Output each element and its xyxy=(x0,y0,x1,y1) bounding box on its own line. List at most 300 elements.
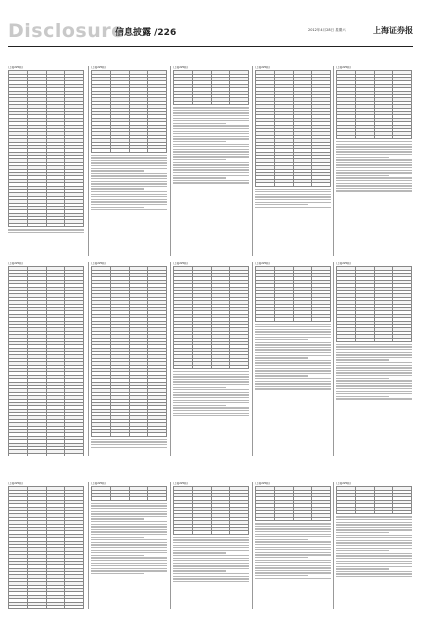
text-line xyxy=(255,544,331,545)
text-line xyxy=(336,180,412,181)
text-line xyxy=(336,378,389,379)
text-line xyxy=(173,149,249,150)
text-line xyxy=(336,380,412,381)
table-cell xyxy=(393,511,412,514)
text-line xyxy=(336,372,412,373)
text-line xyxy=(255,381,331,382)
text-line xyxy=(336,563,412,564)
text-column xyxy=(173,482,249,609)
table-cell xyxy=(27,453,46,456)
text-line xyxy=(336,537,412,538)
text-line xyxy=(336,149,412,150)
column-heading: (上接225版) xyxy=(173,66,188,69)
text-line xyxy=(173,144,249,145)
text-line xyxy=(173,537,249,538)
text-line xyxy=(255,189,331,190)
table-cell xyxy=(393,135,412,138)
text-line xyxy=(255,362,331,363)
table-cell xyxy=(230,531,249,534)
text-line xyxy=(91,155,167,156)
text-line xyxy=(173,146,249,147)
text-line xyxy=(91,518,144,519)
text-line xyxy=(336,561,412,562)
text-line xyxy=(255,337,331,338)
table-cell xyxy=(293,318,312,321)
text-column xyxy=(173,262,249,456)
text-line xyxy=(255,383,331,384)
table-cell xyxy=(393,338,412,341)
text-line xyxy=(173,547,249,548)
table-cell xyxy=(174,365,193,368)
text-line xyxy=(91,444,167,445)
text-line xyxy=(336,344,412,345)
text-line xyxy=(336,175,389,176)
table-cell xyxy=(92,149,111,152)
text-line xyxy=(255,523,331,524)
table-cell xyxy=(312,517,331,520)
text-line xyxy=(336,157,389,158)
text-line xyxy=(91,531,167,532)
text-line xyxy=(255,355,331,356)
text-line xyxy=(255,565,331,566)
text-line xyxy=(336,548,412,549)
text-line xyxy=(255,370,331,371)
text-line xyxy=(8,232,84,233)
text-line xyxy=(91,511,167,512)
table-cell xyxy=(65,223,84,226)
text-line xyxy=(255,578,331,579)
text-line xyxy=(255,342,331,343)
text-line xyxy=(336,568,389,569)
text-line xyxy=(91,204,167,205)
text-line xyxy=(91,178,167,179)
text-line xyxy=(173,392,249,393)
body-text xyxy=(336,516,412,577)
text-column xyxy=(255,262,331,456)
text-line xyxy=(336,354,412,355)
text-line xyxy=(255,373,331,374)
table-cell xyxy=(27,605,46,608)
text-line xyxy=(173,110,249,111)
text-line xyxy=(173,159,226,160)
text-line xyxy=(255,339,308,340)
text-line xyxy=(91,441,167,442)
text-line xyxy=(336,540,412,541)
text-line xyxy=(173,112,249,113)
text-line xyxy=(255,531,331,532)
data-table xyxy=(8,486,84,609)
table-cell xyxy=(374,338,393,341)
text-line xyxy=(255,360,331,361)
text-line xyxy=(91,568,167,569)
text-line xyxy=(255,365,331,366)
text-line xyxy=(255,536,331,537)
text-column xyxy=(336,262,412,456)
table-cell xyxy=(92,497,111,500)
text-line xyxy=(91,188,144,189)
text-line xyxy=(91,183,167,184)
text-line xyxy=(255,199,331,200)
table-row xyxy=(337,338,412,341)
text-line xyxy=(336,573,412,574)
text-line xyxy=(336,162,412,163)
text-line xyxy=(336,566,412,567)
text-column xyxy=(8,66,84,256)
table-cell xyxy=(192,365,211,368)
data-table xyxy=(173,70,249,105)
section-title: 信息披露 /226 xyxy=(115,28,177,38)
text-line xyxy=(255,570,331,571)
text-line xyxy=(173,118,249,119)
text-line xyxy=(173,136,249,137)
table-cell xyxy=(174,101,193,104)
text-line xyxy=(173,387,226,388)
body-text xyxy=(255,189,331,208)
column-heading: (上接225版) xyxy=(91,262,106,265)
text-line xyxy=(336,172,412,173)
column-heading: (上接225版) xyxy=(255,66,270,69)
issue-date: 2012年4月28日 星期六 xyxy=(308,28,346,32)
column-heading: (上接225版) xyxy=(91,482,106,485)
text-line xyxy=(336,349,412,350)
text-line xyxy=(336,398,412,399)
table-row xyxy=(256,517,331,520)
text-line xyxy=(91,160,167,161)
text-line xyxy=(91,503,167,504)
text-line xyxy=(8,229,84,230)
text-line xyxy=(255,567,331,568)
text-line xyxy=(336,524,412,525)
text-line xyxy=(91,207,144,208)
data-table xyxy=(173,266,249,369)
text-line xyxy=(336,185,412,186)
text-line xyxy=(91,521,167,522)
text-line xyxy=(173,389,249,390)
text-line xyxy=(173,167,249,168)
content-band-3 xyxy=(8,482,413,609)
text-column xyxy=(173,66,249,256)
column-heading: (上接225版) xyxy=(173,262,188,265)
text-line xyxy=(91,526,167,527)
text-line xyxy=(255,349,331,350)
text-line xyxy=(255,541,331,542)
text-line xyxy=(255,331,331,332)
text-line xyxy=(336,396,389,397)
data-table xyxy=(91,266,167,437)
table-cell xyxy=(9,223,28,226)
text-line xyxy=(173,407,249,408)
text-line xyxy=(91,199,167,200)
table-row xyxy=(256,318,331,321)
table-cell xyxy=(337,511,356,514)
text-line xyxy=(173,552,226,553)
table-cell xyxy=(256,318,275,321)
text-line xyxy=(173,381,249,382)
text-line xyxy=(173,156,249,157)
text-line xyxy=(255,202,331,203)
text-line xyxy=(255,357,308,358)
text-line xyxy=(336,550,389,551)
text-line xyxy=(91,170,144,171)
table-cell xyxy=(129,497,148,500)
text-column xyxy=(8,262,84,456)
text-line xyxy=(91,157,167,158)
text-line xyxy=(173,542,249,543)
text-line xyxy=(91,573,144,574)
text-line xyxy=(336,393,412,394)
text-line xyxy=(255,329,331,330)
text-line xyxy=(91,209,167,210)
text-line xyxy=(173,374,249,375)
text-line xyxy=(336,352,412,353)
table-cell xyxy=(337,338,356,341)
table-cell xyxy=(211,531,230,534)
newspaper-logo: 上海证券报 xyxy=(373,26,413,35)
text-line xyxy=(255,526,331,527)
data-table xyxy=(336,70,412,139)
text-line xyxy=(91,173,167,174)
column-heading: (上接225版) xyxy=(8,262,23,265)
text-line xyxy=(173,120,249,121)
table-cell xyxy=(211,365,230,368)
text-line xyxy=(173,573,249,574)
data-table xyxy=(91,486,167,501)
text-line xyxy=(173,172,249,173)
table-cell xyxy=(211,101,230,104)
text-column xyxy=(8,482,84,609)
table-row xyxy=(256,183,331,186)
text-line xyxy=(173,107,249,108)
text-line xyxy=(255,386,331,387)
data-table xyxy=(8,266,84,456)
table-cell xyxy=(110,497,129,500)
text-line xyxy=(173,154,249,155)
text-line xyxy=(91,552,167,553)
table-row xyxy=(9,223,84,226)
table-cell xyxy=(374,511,393,514)
text-line xyxy=(91,547,167,548)
text-line xyxy=(255,528,331,529)
text-line xyxy=(173,180,249,181)
text-line xyxy=(173,177,226,178)
text-line xyxy=(255,344,331,345)
text-line xyxy=(91,537,144,538)
text-line xyxy=(173,568,249,569)
data-table xyxy=(255,266,331,321)
table-cell xyxy=(355,511,374,514)
text-line xyxy=(91,439,167,440)
text-column xyxy=(91,66,167,256)
text-line xyxy=(91,570,167,571)
data-table xyxy=(91,70,167,152)
text-line xyxy=(255,375,308,376)
table-cell xyxy=(374,135,393,138)
text-line xyxy=(91,191,167,192)
text-line xyxy=(336,141,412,142)
text-line xyxy=(336,346,412,347)
text-line xyxy=(255,388,331,389)
text-line xyxy=(336,576,412,577)
text-line xyxy=(173,175,249,176)
table-cell xyxy=(9,453,28,456)
text-line xyxy=(336,522,412,523)
table-cell xyxy=(355,135,374,138)
text-line xyxy=(336,144,412,145)
text-line xyxy=(336,159,412,160)
column-heading: (上接225版) xyxy=(336,482,351,485)
text-line xyxy=(173,545,249,546)
text-line xyxy=(255,352,331,353)
table-cell xyxy=(46,223,65,226)
text-line xyxy=(91,196,167,197)
text-line xyxy=(336,370,412,371)
text-line xyxy=(173,131,249,132)
table-cell xyxy=(110,433,129,436)
table-row xyxy=(92,433,167,436)
text-line xyxy=(255,552,331,553)
text-line xyxy=(173,558,249,559)
body-text xyxy=(91,439,167,448)
table-cell xyxy=(312,183,331,186)
text-line xyxy=(91,194,167,195)
text-line xyxy=(336,190,412,191)
table-cell xyxy=(148,497,167,500)
text-line xyxy=(336,367,412,368)
text-column xyxy=(336,482,412,609)
body-text xyxy=(336,344,412,400)
text-line xyxy=(91,544,167,545)
table-cell xyxy=(9,605,28,608)
text-line xyxy=(255,560,331,561)
text-line xyxy=(255,196,331,197)
table-row xyxy=(9,453,84,456)
text-line xyxy=(91,516,167,517)
text-line xyxy=(336,553,412,554)
table-cell xyxy=(293,183,312,186)
text-line xyxy=(173,133,249,134)
body-text xyxy=(91,155,167,211)
body-text xyxy=(173,107,249,184)
text-line xyxy=(336,164,412,165)
text-line xyxy=(255,378,331,379)
text-line xyxy=(336,383,412,384)
text-line xyxy=(336,391,412,392)
text-line xyxy=(91,539,167,540)
text-line xyxy=(255,194,331,195)
text-line xyxy=(255,534,331,535)
table-cell xyxy=(256,517,275,520)
data-table xyxy=(336,266,412,342)
table-cell xyxy=(230,365,249,368)
text-line xyxy=(173,581,249,582)
text-line xyxy=(173,115,249,116)
text-line xyxy=(255,557,308,558)
text-line xyxy=(336,535,412,536)
table-cell xyxy=(129,433,148,436)
text-line xyxy=(173,400,249,401)
text-line xyxy=(173,565,249,566)
text-line xyxy=(91,557,167,558)
text-line xyxy=(336,183,412,184)
text-line xyxy=(173,162,249,163)
table-cell xyxy=(274,517,293,520)
text-line xyxy=(173,141,226,142)
text-line xyxy=(173,560,249,561)
text-line xyxy=(336,529,412,530)
text-line xyxy=(173,563,249,564)
text-column xyxy=(91,262,167,456)
text-line xyxy=(173,384,249,385)
column-heading: (上接225版) xyxy=(173,482,188,485)
data-table xyxy=(336,486,412,514)
column-heading: (上接225版) xyxy=(336,66,351,69)
text-line xyxy=(173,550,249,551)
table-cell xyxy=(337,135,356,138)
text-line xyxy=(91,534,167,535)
text-line xyxy=(91,513,167,514)
table-cell xyxy=(293,517,312,520)
header-rule xyxy=(8,46,413,47)
text-column xyxy=(336,66,412,256)
text-line xyxy=(336,516,412,517)
text-line xyxy=(255,572,331,573)
text-line xyxy=(173,125,249,126)
text-line xyxy=(336,542,412,543)
text-line xyxy=(173,576,249,577)
body-text xyxy=(173,371,249,416)
table-cell xyxy=(312,318,331,321)
text-line xyxy=(255,204,308,205)
table-cell xyxy=(65,605,84,608)
table-cell xyxy=(192,531,211,534)
text-line xyxy=(173,379,249,380)
table-cell xyxy=(92,433,111,436)
text-line xyxy=(336,571,412,572)
text-line xyxy=(255,326,331,327)
body-text xyxy=(173,537,249,582)
text-line xyxy=(173,578,249,579)
table-cell xyxy=(148,433,167,436)
text-line xyxy=(255,191,331,192)
text-line xyxy=(255,554,331,555)
text-column xyxy=(255,66,331,256)
text-line xyxy=(91,508,167,509)
table-cell xyxy=(46,605,65,608)
text-line xyxy=(336,388,412,389)
text-line xyxy=(255,334,331,335)
text-line xyxy=(91,181,167,182)
text-line xyxy=(173,394,249,395)
text-line xyxy=(173,371,249,372)
text-line xyxy=(173,128,249,129)
text-line xyxy=(336,527,412,528)
table-row xyxy=(174,531,249,534)
masthead xyxy=(8,20,413,42)
table-cell xyxy=(174,531,193,534)
text-line xyxy=(91,505,167,506)
text-line xyxy=(91,165,167,166)
text-line xyxy=(173,151,249,152)
text-line xyxy=(91,168,167,169)
text-line xyxy=(255,207,331,208)
text-line xyxy=(173,138,249,139)
table-row xyxy=(9,605,84,608)
text-line xyxy=(255,368,331,369)
text-line xyxy=(336,188,412,189)
table-row xyxy=(92,149,167,152)
text-line xyxy=(336,154,412,155)
column-heading: (上接225版) xyxy=(255,482,270,485)
